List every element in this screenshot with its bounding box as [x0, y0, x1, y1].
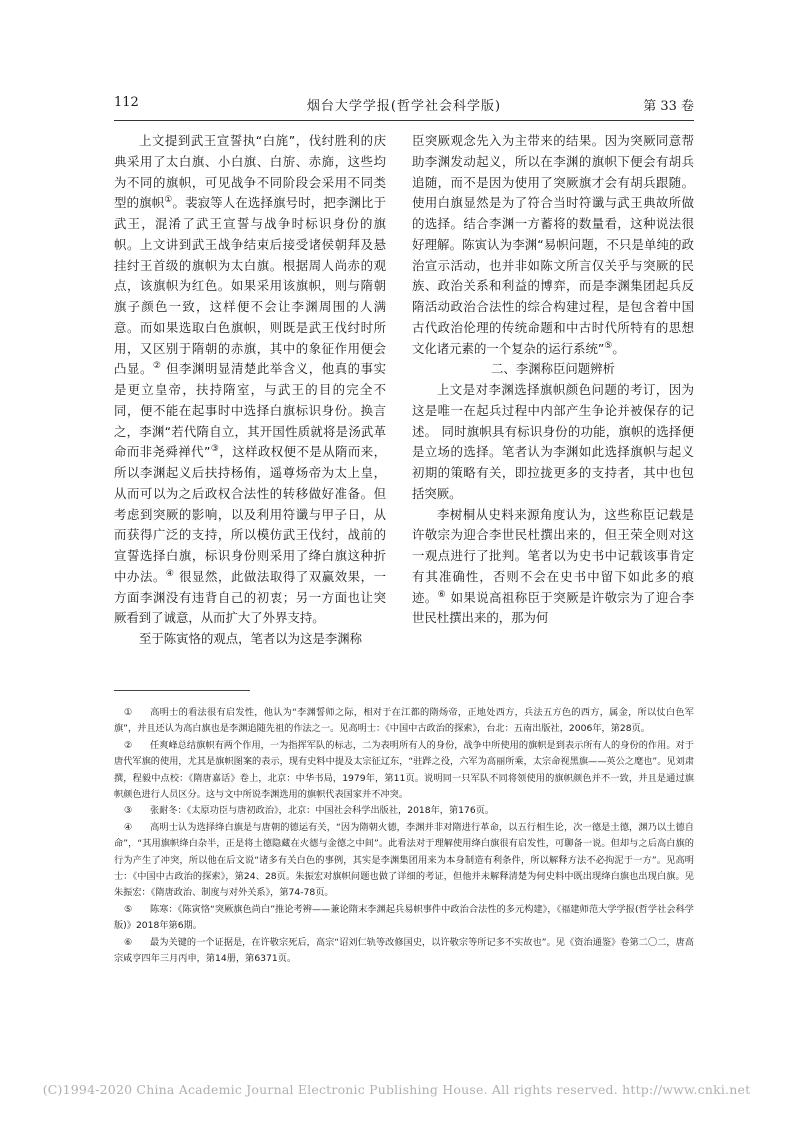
- footnote-ref-3[interactable]: ③: [210, 444, 220, 455]
- text: 很显然，此做法取得了双赢效果，一方面李渊没有违背自己的初衷；另一方面也让突厥看到了诚意，从而扩大了外界支持。: [114, 568, 386, 626]
- footnote-ref-5[interactable]: ⑤: [604, 340, 613, 351]
- left-paragraph-2: 至于陈寅恪的观点，笔者以为这是李渊称: [139, 631, 363, 646]
- left-paragraph-1: [114, 131, 386, 629]
- right-paragraph-2: 上文是对李渊选择旗帜颜色问题的考订，因为这是唯一在起兵过程中内部产生争论并被保存的记述。 同时旗帜具有标识身份的功能，旗帜的选择便是立场的选择。笔者认为李渊如此选择旗帜与起义初期的策略有关，即拉拢更多的支持者，其中也包括突厥。: [412, 382, 694, 501]
- text: 。: [612, 340, 625, 356]
- footnote-5: [114, 902, 694, 935]
- footnote-ref-4[interactable]: ④: [165, 568, 175, 579]
- footnote-2: [114, 738, 694, 804]
- footnote-text: 高明士的看法很有启发性，他认为“李渊誓师之际，相对于在江都的隋炀帝，正地处西方，兵法五方色的西方，属金，所以仗白色军旗”，并且还认为高白旗也是李渊追随先祖的作法之一。见高明士：《中国中古政治的探索》，台北：五南出版社，2006年，第28页。: [114, 707, 694, 735]
- right-paragraph-3: [412, 505, 694, 630]
- footnote-ref-1[interactable]: ①: [164, 195, 173, 206]
- footnote-mark: ②: [124, 739, 133, 751]
- footnote-mark: ①: [124, 707, 133, 718]
- text: 。裴寂等人在选择旗号时，把李渊比于武王，混淆了武王宣誓与战争时标识身份的旗帜。上文讲到武王战争结束后接受诸侯朝拜及悬挂纣王首级的旗帜为太白旗。根据周人尚赤的观点，该旗帜为红色。如果采用该旗帜，则与隋朝旗子颜色一致，这样便不会让李渊周围的人满意。而如果选取白色旗帜，则既是武王伐纣时所用，又区别于隋朝的赤旗，其中的象征作用便会凸显。: [114, 195, 387, 377]
- text: 如果说高祖称臣于突厥是许敬宗为了迎合李世民杜撰出来的，那为何: [412, 589, 694, 626]
- footnote-3: [114, 803, 694, 819]
- footnotes: [114, 705, 694, 968]
- text: ，这样政权便不是从隋而来，所以李渊起义后扶持杨侑，遥尊炀帝为太上皇，从而可以为之后政权合法性的转移做好准备。但考虑到突厥的影响，以及利用符谶与甲子日，从而获得广泛的支持，所以模仿武王伐纣，战前的宣誓选择白旗，标识身份则采用了绛白旗这种折中办法。: [114, 444, 387, 584]
- footnote-text: 陈寒：《陈寅恪“突厥旗色尚白”推论考辨——兼论隋末李渊起兵易帜事件中政治合法性的多元构建》，《福建师范大学学报(哲学社会科学版)》2018年第6期。: [114, 903, 694, 932]
- footnote-4: [114, 820, 694, 902]
- journal-title: 烟台大学学报(哲学社会科学版): [306, 99, 502, 114]
- copyright-watermark: (C)1994-2020 China Academic Journal Electronic Publishing House. All rights reserved. http://www.cnki.net: [42, 1082, 751, 1097]
- text: 上文提到武王宣誓执“白旄”，伐纣胜利的庆典采用了太白旗、小白旗、白旂、赤旆，这些均为不同的旗帜，可见战争不同阶段会采用不同类型的旗帜: [114, 133, 386, 211]
- text: 臣突厥观念先入为主带来的结果。因为突厥同意帮助李渊发动起义，所以在李渊的旗帜下便会有胡兵追随，而不是因为使用了突厥旗才会有胡兵跟随。使用白旗显然是为了符合当时符谶与武王典故所做的选择。结合李渊一方蓄将的数量看，这种说法很好理解。陈寅认为李渊“易帜问题，不只是单纯的政治宣示活动，也并非如陈文所言仅关乎与突厥的民族、政治关系和利益的博弈，而是李渊集团起兵反隋活动政治合法性的综合构建过程，是包含着中国古代政治伦理的传统命题和中古时代所特有的思想文化诸元素的一个复杂的运行系统”: [412, 133, 694, 356]
- footnote-separator: [114, 690, 250, 691]
- running-header: [114, 95, 694, 119]
- footnote-text: 最为关键的一个证据是，在许敬宗死后，高宗“诏刘仁轨等改修国史，以许敬宗等所记多不实故也”。见《资治通鉴》卷第二〇二，唐高宗咸亨四年三月丙申，第14册，第6371页。: [114, 936, 694, 965]
- footnote-1: [114, 705, 694, 738]
- left-column: [114, 131, 386, 650]
- footnote-mark: ⑥: [124, 936, 133, 948]
- text: 李树桐从史料来源角度认为，这些称臣记载是许敬宗为迎合李世民杜撰出来的，但王荣全则对这一观点进行了批判。笔者以为史书中记载该事肯定有其准确性，否则不会在史书中留下如此多的痕迹。: [412, 506, 694, 605]
- section-heading: 二、李渊称臣问题辨析: [491, 361, 615, 377]
- text: 但李渊明显清楚此举含义，他真的事实是更立皇帝，扶持隋室，与武王的目的完全不同，便不能在起事时中选择白旗标识身份。换言之，李渊“若代隋自立，其开国性质就将是汤武革命而非尧舜禅代”: [114, 361, 386, 460]
- right-column: [412, 131, 694, 629]
- footnote-text: 张耐冬：《太原功臣与唐初政治》，北京：中国社会科学出版社，2018年，第176页。: [150, 805, 495, 817]
- header-rule: [114, 120, 694, 121]
- page-number: 112: [114, 95, 139, 110]
- footnote-text: 高明士认为选择绛白旗是与唐朝的德运有关，“因为隋朝火德，李渊并非对隋进行革命，以五行相生论，次一德是土德，渊乃以土德自命”，“其用旗帜绛白杂半，正是将土德隐藏在火德与金德之中间”。此看法对于理解使用绛白旗很有启发性，可聊备一说。但却与之后高白旗的行为产生了冲突，所以他在后文说“诸多有关白色的事例，其实是李渊集团用来为本身制造有利条件，所以解释方法不必拘泥于一方”。见高明士：《中国中古政治的探索》，第24、28页。朱振宏对旗帜问题也做了详细的考证，但他并未解释清楚为何史料中既出现绛白旗也出现白旗。见朱振宏：《隋唐政治、制度与对外关系》，第74-78页。: [114, 821, 694, 899]
- footnote-mark: ③: [124, 805, 133, 817]
- footnote-text: 任爽峰总结旗帜有两个作用，一为指挥军队的标志，二为表明所有人的身份，战争中所使用的旗帜是到表示所有人的身份的作用。对于唐代军旗的使用，尤其是旗帜图案的表示，现有史料中提及太宗征辽东，“驻跸之役，六军为高丽所乘，太宗命视黑旗——英公之麾也”。见刘肃撰，程毅中点校：《隋唐嘉话》卷上，北京：中华书局，1979年，第11页。说明同一只军队不同将领使用的旗帜颜色并不一致，并且是通过旗帜颜色进行人员区分。这与文中所说李渊选用的旗帜代表国家并不冲突。: [114, 739, 694, 801]
- right-paragraph-1: [412, 131, 694, 359]
- footnote-ref-6[interactable]: ⑥: [437, 589, 447, 600]
- footnote-ref-2[interactable]: ②: [152, 361, 162, 372]
- footnote-6: [114, 935, 694, 968]
- footnote-mark: ④: [124, 821, 133, 833]
- footnote-mark: ⑤: [124, 903, 133, 915]
- volume-label: 第 33 卷: [643, 99, 694, 114]
